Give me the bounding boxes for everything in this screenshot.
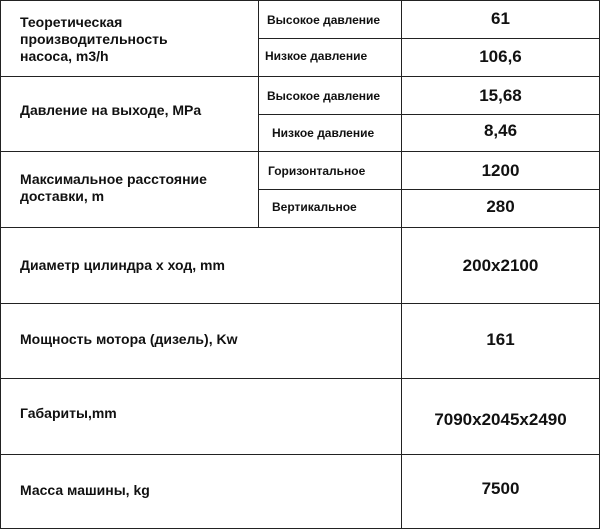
- row-value: 61: [491, 9, 510, 28]
- row-sub-label: Высокое давление: [267, 89, 381, 103]
- grid-line: [258, 0, 259, 228]
- row-sub-label: Высокое давление: [267, 13, 381, 27]
- row-sub-label: Низкое давление: [265, 49, 368, 63]
- row-value: 1200: [481, 161, 520, 180]
- grid-line: [258, 38, 600, 39]
- row-value: 280: [486, 197, 515, 216]
- row-value: 106,6: [479, 47, 522, 66]
- row-label: Давление на выходе, MPa: [20, 102, 202, 118]
- row-label: Максимальное расстояние доставки, m: [20, 171, 207, 204]
- grid-line: [0, 0, 1, 529]
- grid-line: [258, 114, 600, 115]
- row-value: 8,46: [483, 121, 518, 140]
- grid-line: [0, 0, 600, 1]
- row-label: Диаметр цилиндра х ход, mm: [20, 257, 225, 273]
- row-value: 200x2100: [462, 256, 539, 275]
- grid-line: [0, 76, 600, 77]
- row-sub-label: Горизонтальное: [268, 164, 366, 178]
- row-label: Габариты,mm: [20, 405, 117, 421]
- row-value: 7090x2045x2490: [434, 410, 567, 429]
- row-label: Теоретическая производительность насоса, m3/h: [20, 14, 168, 64]
- row-value: 161: [486, 330, 515, 349]
- grid-line: [0, 227, 600, 228]
- grid-line: [0, 378, 600, 379]
- row-value: 15,68: [479, 86, 522, 105]
- grid-line: [0, 151, 600, 152]
- row-value: 7500: [481, 479, 520, 498]
- row-label: Масса машины, kg: [20, 482, 150, 498]
- row-sub-label: Низкое давление: [272, 126, 375, 140]
- row-label: Мощность мотора (дизель), Kw: [20, 331, 238, 347]
- grid-line: [0, 454, 600, 455]
- grid-line: [0, 303, 600, 304]
- row-sub-label: Вертикальное: [272, 200, 357, 214]
- grid-line: [258, 189, 600, 190]
